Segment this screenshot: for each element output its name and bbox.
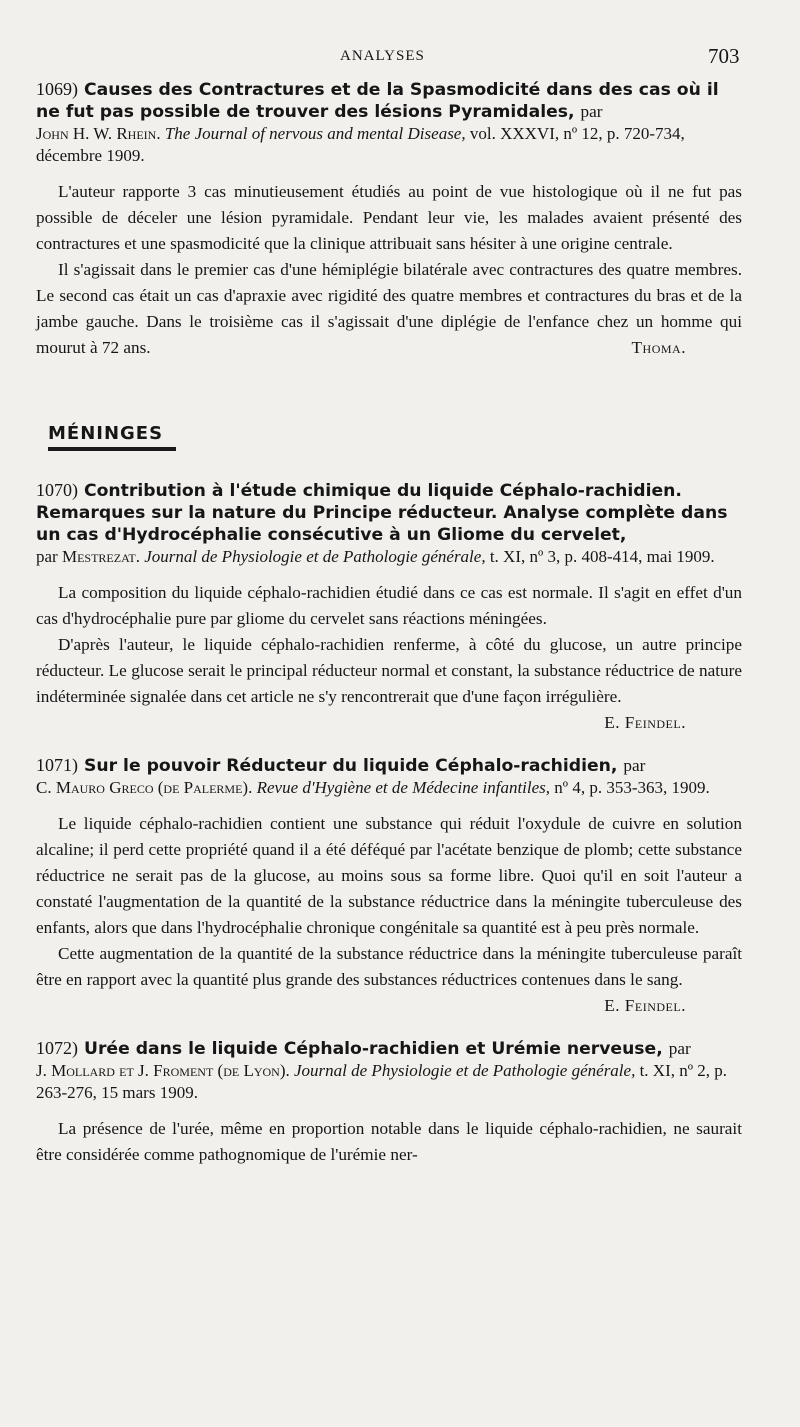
author: C. Mauro Greco (de Palerme). <box>36 778 253 797</box>
paragraph <box>36 941 742 1015</box>
signature: E. Feindel. <box>604 996 686 1015</box>
abstract-entry-1070 <box>36 479 742 736</box>
author-prefix: par <box>668 1039 691 1058</box>
page-number: 703 <box>708 44 740 68</box>
paragraph-text: Cette augmentation de la quantité de la substance réductrice dans la méningite tuberculeuse paraît être en rapport avec la quantité plus grande des substances réductrices contenues dans le sang. <box>36 944 742 989</box>
paragraph: L'auteur rapporte 3 cas minutieusement étudiés au point de vue histologique où il ne fut pas possible de déceler une lésion pyramidale. Pendant leur vie, les malades avaient présenté des contractures et une spasmodicité que la clinique attribuait sans hésiter à une origine centrale. <box>36 182 742 253</box>
entry-number: 1072) <box>36 1038 78 1058</box>
running-head: ANALYSES <box>340 48 425 64</box>
journal: Journal de Physiologie et de Pathologie générale, <box>294 1061 636 1080</box>
entry-title-text: Sur le pouvoir Réducteur du liquide Céphalo-rachidien, <box>83 756 618 776</box>
journal: Journal de Physiologie et de Pathologie générale, <box>144 547 486 566</box>
paragraph: Le liquide céphalo-rachidien contient une substance qui réduit l'oxydule de cuivre en solution alcaline; il perd cette propriété quand il a été déféqué par l'acétate benzique de plomb; cette substance réductrice ne serait pas de la glucose, au moins sous sa forme libre. Quoi qu'il en soit l'auteur a constaté l'augmentation de la quantité de la substance réductrice dans la méningite tuberculeuse des enfants, alors que dans l'hydrocéphalie chronique congénitale sa quantité est à peu près normale. <box>36 814 742 937</box>
abstract-entry-1072 <box>36 1037 742 1168</box>
citation-details: vol. XXXVI, nº 12, p. 720-734, décembre 1909. <box>36 124 685 165</box>
abstract-entry-1069 <box>36 78 742 361</box>
author: Mestrezat. <box>61 547 140 566</box>
entry-title <box>36 78 742 123</box>
citation-details: t. XI, nº 2, p. 263-276, 15 mars 1909. <box>36 1061 728 1102</box>
paragraph: La composition du liquide céphalo-rachidien étudié dans ce cas est normale. Il s'agit en effet d'un cas d'hydrocéphalie pure par gliome du cervelet sans réactions méningées. <box>36 583 742 628</box>
signature: E. Feindel. <box>604 713 686 732</box>
entry-citation <box>36 777 742 799</box>
entry-citation <box>36 546 742 568</box>
author-prefix: par <box>580 102 603 121</box>
section-heading: MÉNINGES <box>48 423 164 444</box>
entry-title-text: Contribution à l'étude chimique du liquide Céphalo-rachidien. Remarques sur la nature du Principe réducteur. Analyse complète dans un cas d'Hydrocéphalie consécutive à un Gliome du cervelet, <box>36 481 728 545</box>
section-underline <box>48 447 176 451</box>
journal: The Journal of nervous and mental Disease, <box>164 124 466 143</box>
citation-details: nº 4, p. 353-363, 1909. <box>554 778 710 797</box>
journal: Revue d'Hygiène et de Médecine infantiles, <box>256 778 551 797</box>
paragraph <box>36 257 742 361</box>
section-heading-block <box>36 379 742 451</box>
paragraph-text: Il s'agissait dans le premier cas d'une hémiplégie bilatérale avec contractures des quatre membres. Le second cas était un cas d'apraxie avec rigidité des quatre membres et contractures du bras et de la jambe gauche. Dans le troisième cas il s'agissait d'une diplégie de l'enfance chez un homme qui mourut à 72 ans. <box>36 260 742 357</box>
author: J. Mollard et J. Froment (de Lyon). <box>36 1061 290 1080</box>
paragraph: La présence de l'urée, même en proportion notable dans le liquide céphalo-rachidien, ne saurait être considérée comme pathognomique de l'urémie ner- <box>36 1119 742 1164</box>
paragraph-text: D'après l'auteur, le liquide céphalo-rachidien renferme, à côté du glucose, un autre principe réducteur. Le glucose serait le principal réducteur normal et constant, la substance réductrice de nature indéterminée signalée dans cet article ne s'y rencontrerait que d'une façon irrégulière. <box>36 635 742 706</box>
author: John H. W. Rhein. <box>36 124 161 143</box>
author-prefix: par <box>623 756 646 775</box>
entry-title <box>36 1037 742 1060</box>
entry-citation <box>36 1060 742 1104</box>
entry-title <box>36 479 742 546</box>
signature: Thoma. <box>631 338 686 357</box>
entry-title-text: Causes des Contractures et de la Spasmodicité dans des cas où il ne fut pas possible de trouver des lésions Pyramidales, <box>36 80 719 122</box>
page-content <box>36 78 742 1168</box>
entry-number: 1070) <box>36 480 78 500</box>
entry-title-text: Urée dans le liquide Céphalo-rachidien et Urémie nerveuse, <box>83 1039 663 1059</box>
entry-number: 1069) <box>36 79 78 99</box>
abstract-entry-1071 <box>36 754 742 1019</box>
paragraph <box>36 632 742 732</box>
entry-title <box>36 754 742 777</box>
author-prefix: par <box>36 547 58 566</box>
citation-details: t. XI, nº 3, p. 408-414, mai 1909. <box>489 547 715 566</box>
entry-citation <box>36 123 742 167</box>
page-header <box>0 46 800 72</box>
entry-number: 1071) <box>36 755 78 775</box>
